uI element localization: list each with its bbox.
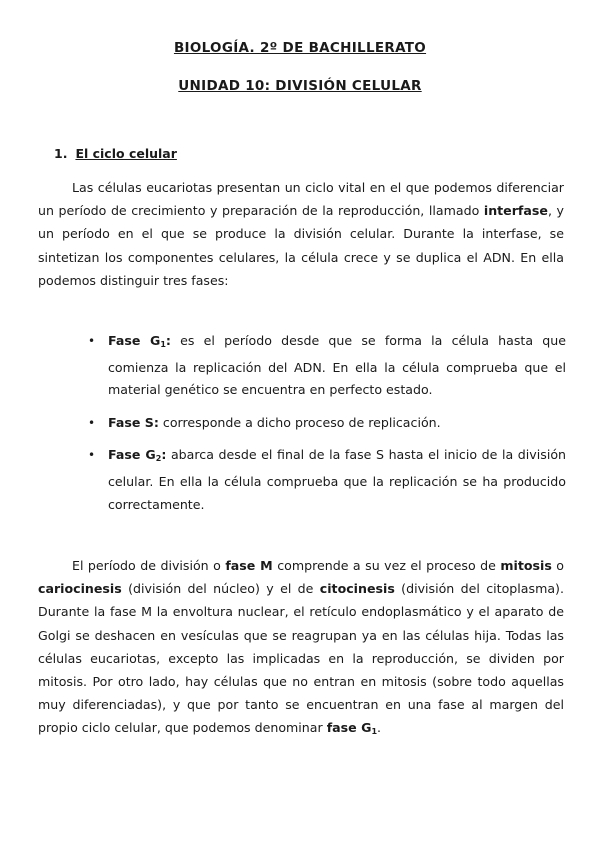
phase-item-s bbox=[80, 412, 566, 435]
phase-description: abarca desde el final de la fase S hasta el inicio de la división celular. En ella la célula comprueba que la replicación se ha producido correctamente. bbox=[108, 447, 567, 512]
bullet-icon: • bbox=[88, 448, 96, 463]
document-title: BIOLOGÍA. 2º DE BACHILLERATO bbox=[173, 40, 427, 56]
phase-item-g2 bbox=[80, 444, 566, 516]
term-citocinesis: citocinesis bbox=[319, 581, 395, 597]
section-title: El ciclo celular bbox=[75, 146, 177, 161]
intro-paragraph bbox=[38, 176, 564, 292]
section-number: 1. bbox=[54, 146, 68, 161]
phase-label: Fase $G_1$: bbox=[108, 333, 171, 349]
bullet-icon: • bbox=[88, 415, 96, 430]
term-interfase: interfase bbox=[483, 203, 548, 219]
unit-title: UNIDAD 10: DIVISIÓN CELULAR bbox=[178, 78, 422, 94]
bullet-icon: • bbox=[88, 334, 96, 348]
phase-description: es el período desde que se forma la célula hasta que comienza la replicación del ADN. En ella la célula comprueba que el material genético se encuentra en perfecto estado. bbox=[108, 333, 566, 398]
term-mitosis: mitosis bbox=[500, 558, 552, 573]
term-fase-m: fase M bbox=[225, 558, 273, 573]
term-fase-g1: fase $G_1$ bbox=[326, 720, 378, 737]
phase-description: corresponde a dicho proceso de replicación. bbox=[158, 414, 441, 430]
phase-label: Fase $G_2$: bbox=[108, 447, 167, 464]
intro-text-a: Las células eucariotas presentan un ciclo vital en el que podemos diferenciar un período de crecimiento y preparación de la reproducción, llamado bbox=[38, 180, 564, 219]
phase-label: Fase S: bbox=[108, 414, 159, 430]
term-cariocinesis: cariocinesis bbox=[38, 581, 122, 597]
phase-list bbox=[80, 330, 566, 526]
section-heading bbox=[54, 146, 177, 161]
intro-text-b: , y un período en el que se produce la división celular. Durante la interfase, se sintetizan los componentes celulares, la célula crece y se duplica el ADN. En ella podemos distinguir tres fases: bbox=[38, 203, 564, 288]
phase-item-g1 bbox=[80, 330, 566, 402]
division-paragraph: El período de división o fase M comprende a su vez el proceso de mitosis o cariocinesis (división del núcleo) y el de citocinesis (división del citoplasma). Durante la fase M la envoltura nuclear, el retículo endoplasmático y el aparato de Golgi se deshacen en vesículas que se reagrupan ya en las células hija. Todas las células eucariotas, excepto las implicadas en la reproducción, se dividen por mitosis. Por otro lado, hay células que no entran en mitosis (sobre todo aquellas muy diferenciadas), y que por tanto se encuentran en una fase al margen del propio ciclo celular, que podemos denominar fase $G_1$. bbox=[38, 558, 565, 737]
